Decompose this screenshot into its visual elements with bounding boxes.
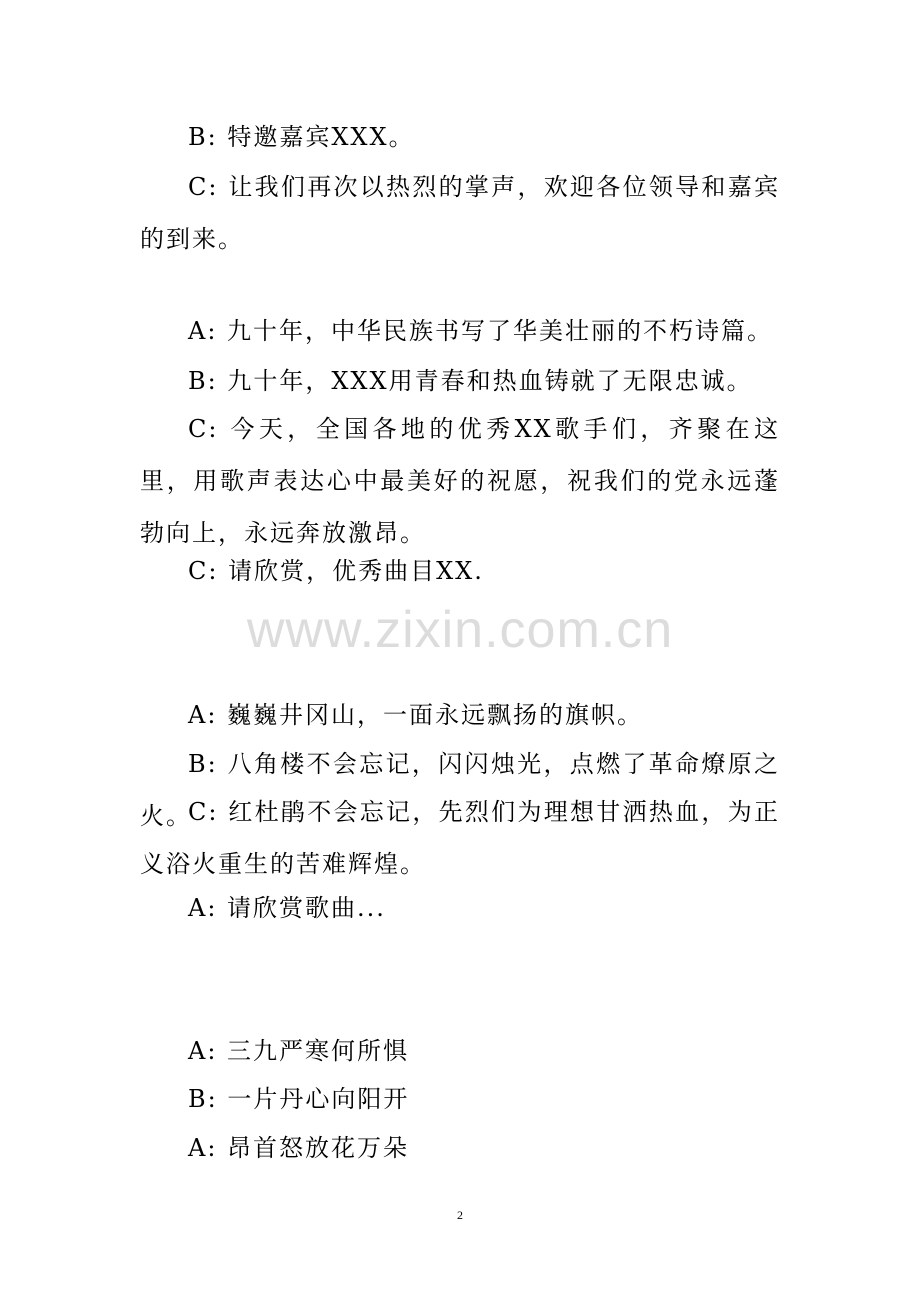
paragraph-12: B: 一片丹心向阳开 — [188, 1085, 410, 1113]
paragraph-3: A: 九十年，中华民族书写了华美壮丽的不朽诗篇。 — [188, 317, 774, 345]
page-number: 2 — [457, 1208, 463, 1222]
paragraph-5: C: 今天，全国各地的优秀XX歌手们，齐聚在这里，用歌声表达心中最美好的祝愿，祝我们的党永远蓬勃向上，永远奔放激昂。 — [140, 415, 780, 547]
paragraph-11: A: 三九严寒何所惧 — [188, 1037, 410, 1065]
paragraph-13: A: 昂首怒放花万朵 — [188, 1134, 410, 1162]
paragraph-9: C: 红杜鹃不会忘记，先烈们为理想甘洒热血，为正义浴火重生的苦难辉煌。 — [140, 798, 780, 878]
paragraph-7: A: 巍巍井冈山，一面永远飘扬的旗帜。 — [188, 701, 644, 729]
paragraph-1: B: 特邀嘉宾XXX。 — [188, 123, 415, 151]
paragraph-2: C: 让我们再次以热烈的掌声，欢迎各位领导和嘉宾的到来。 — [140, 173, 780, 253]
paragraph-4: B: 九十年，XXX用青春和热血铸就了无限忠诚。 — [188, 367, 753, 395]
paragraph-10: A: 请欣赏歌曲... — [188, 894, 386, 922]
paragraph-8: B: 八角楼不会忘记，闪闪烛光，点燃了革命燎原之火。 — [140, 750, 780, 830]
paragraph-6: C: 请欣赏，优秀曲目XX. — [188, 557, 484, 585]
watermark-text: www.zixin.com.cn — [246, 601, 674, 659]
